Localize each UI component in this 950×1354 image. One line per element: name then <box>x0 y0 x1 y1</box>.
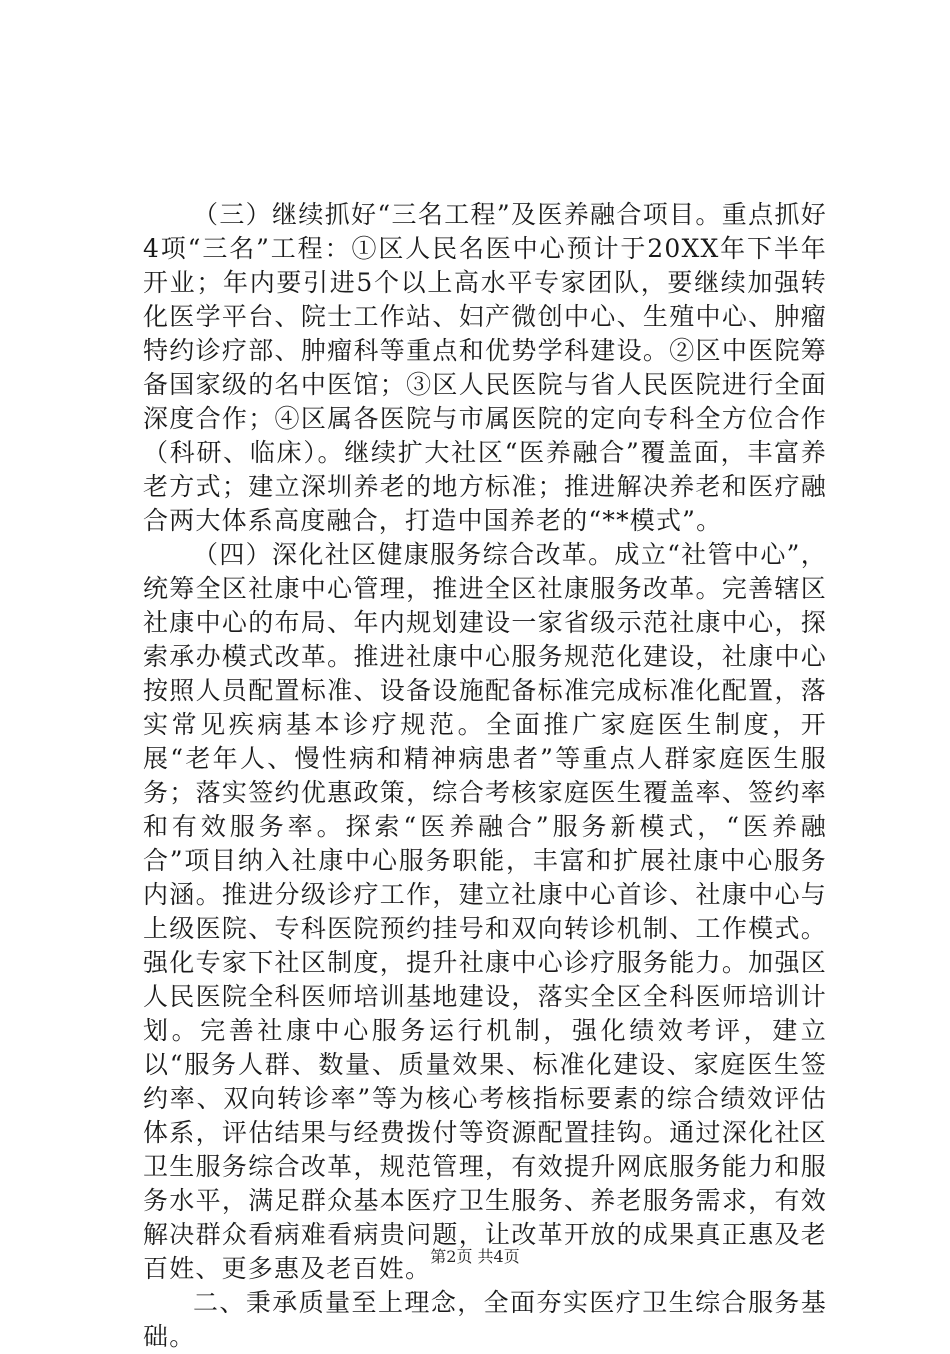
paragraph-three-famous-project: （三）继续抓好“三名工程”及医养融合项目。重点抓好4项“三名”工程：①区人民名医中心预计于20XX年下半年开业；年内要引进5个以上高水平专家团队，要继续加强转化医学平台、院士工作站、妇产微创中心、生殖中心、肿瘤特约诊疗部、肿瘤科等重点和优势学科建设。②区中医院筹备国家级的名中医馆；③区人民医院与省人民医院进行全面深度合作；④区属各医院与市属医院的定向专科全方位合作（科研、临床）。继续扩大社区“医养融合”覆盖面，丰富养老方式；建立深圳养老的地方标准；推进解决养老和医疗融合两大体系高度融合，打造中国养老的“**模式”。 <box>143 200 827 535</box>
page-footer: 第2页 共4页 <box>430 1247 520 1266</box>
paragraph-quality-first: 二、秉承质量至上理念，全面夯实医疗卫生综合服务基础。 <box>143 1288 827 1351</box>
document-body <box>143 198 827 1354</box>
paragraph-community-health-reform: （四）深化社区健康服务综合改革。成立“社管中心”，统筹全区社康中心管理，推进全区社康服务改革。完善辖区社康中心的布局、年内规划建设一家省级示范社康中心，探索承办模式改革。推进社康中心服务规范化建设，社康中心按照人员配置标准、设备设施配备标准完成标准化配置，落实常见疾病基本诊疗规范。全面推广家庭医生制度，开展“老年人、慢性病和精神病患者”等重点人群家庭医生服务；落实签约优惠政策，综合考核家庭医生覆盖率、签约率和有效服务率。探索“医养融合”服务新模式，“医养融合”项目纳入社康中心服务职能，丰富和扩展社康中心服务内涵。推进分级诊疗工作，建立社康中心首诊、社康中心与上级医院、专科医院预约挂号和双向转诊机制、工作模式。强化专家下社区制度，提升社康中心诊疗服务能力。加强区人民医院全科医师培训基地建设，落实全区全科医师培训计划。完善社康中心服务运行机制，强化绩效考评，建立以“服务人群、数量、质量效果、标准化建设、家庭医生签约率、双向转诊率”等为核心考核指标要素的综合绩效评估体系，评估结果与经费拨付等资源配置挂钩。通过深化社区卫生服务综合改革，规范管理，有效提升网底服务能力和服务水平，满足群众基本医疗卫生服务、养老服务需求，有效解决群众看病难看病贵问题，让改革开放的成果真正惠及老百姓、更多惠及老百姓。 <box>143 540 827 1283</box>
